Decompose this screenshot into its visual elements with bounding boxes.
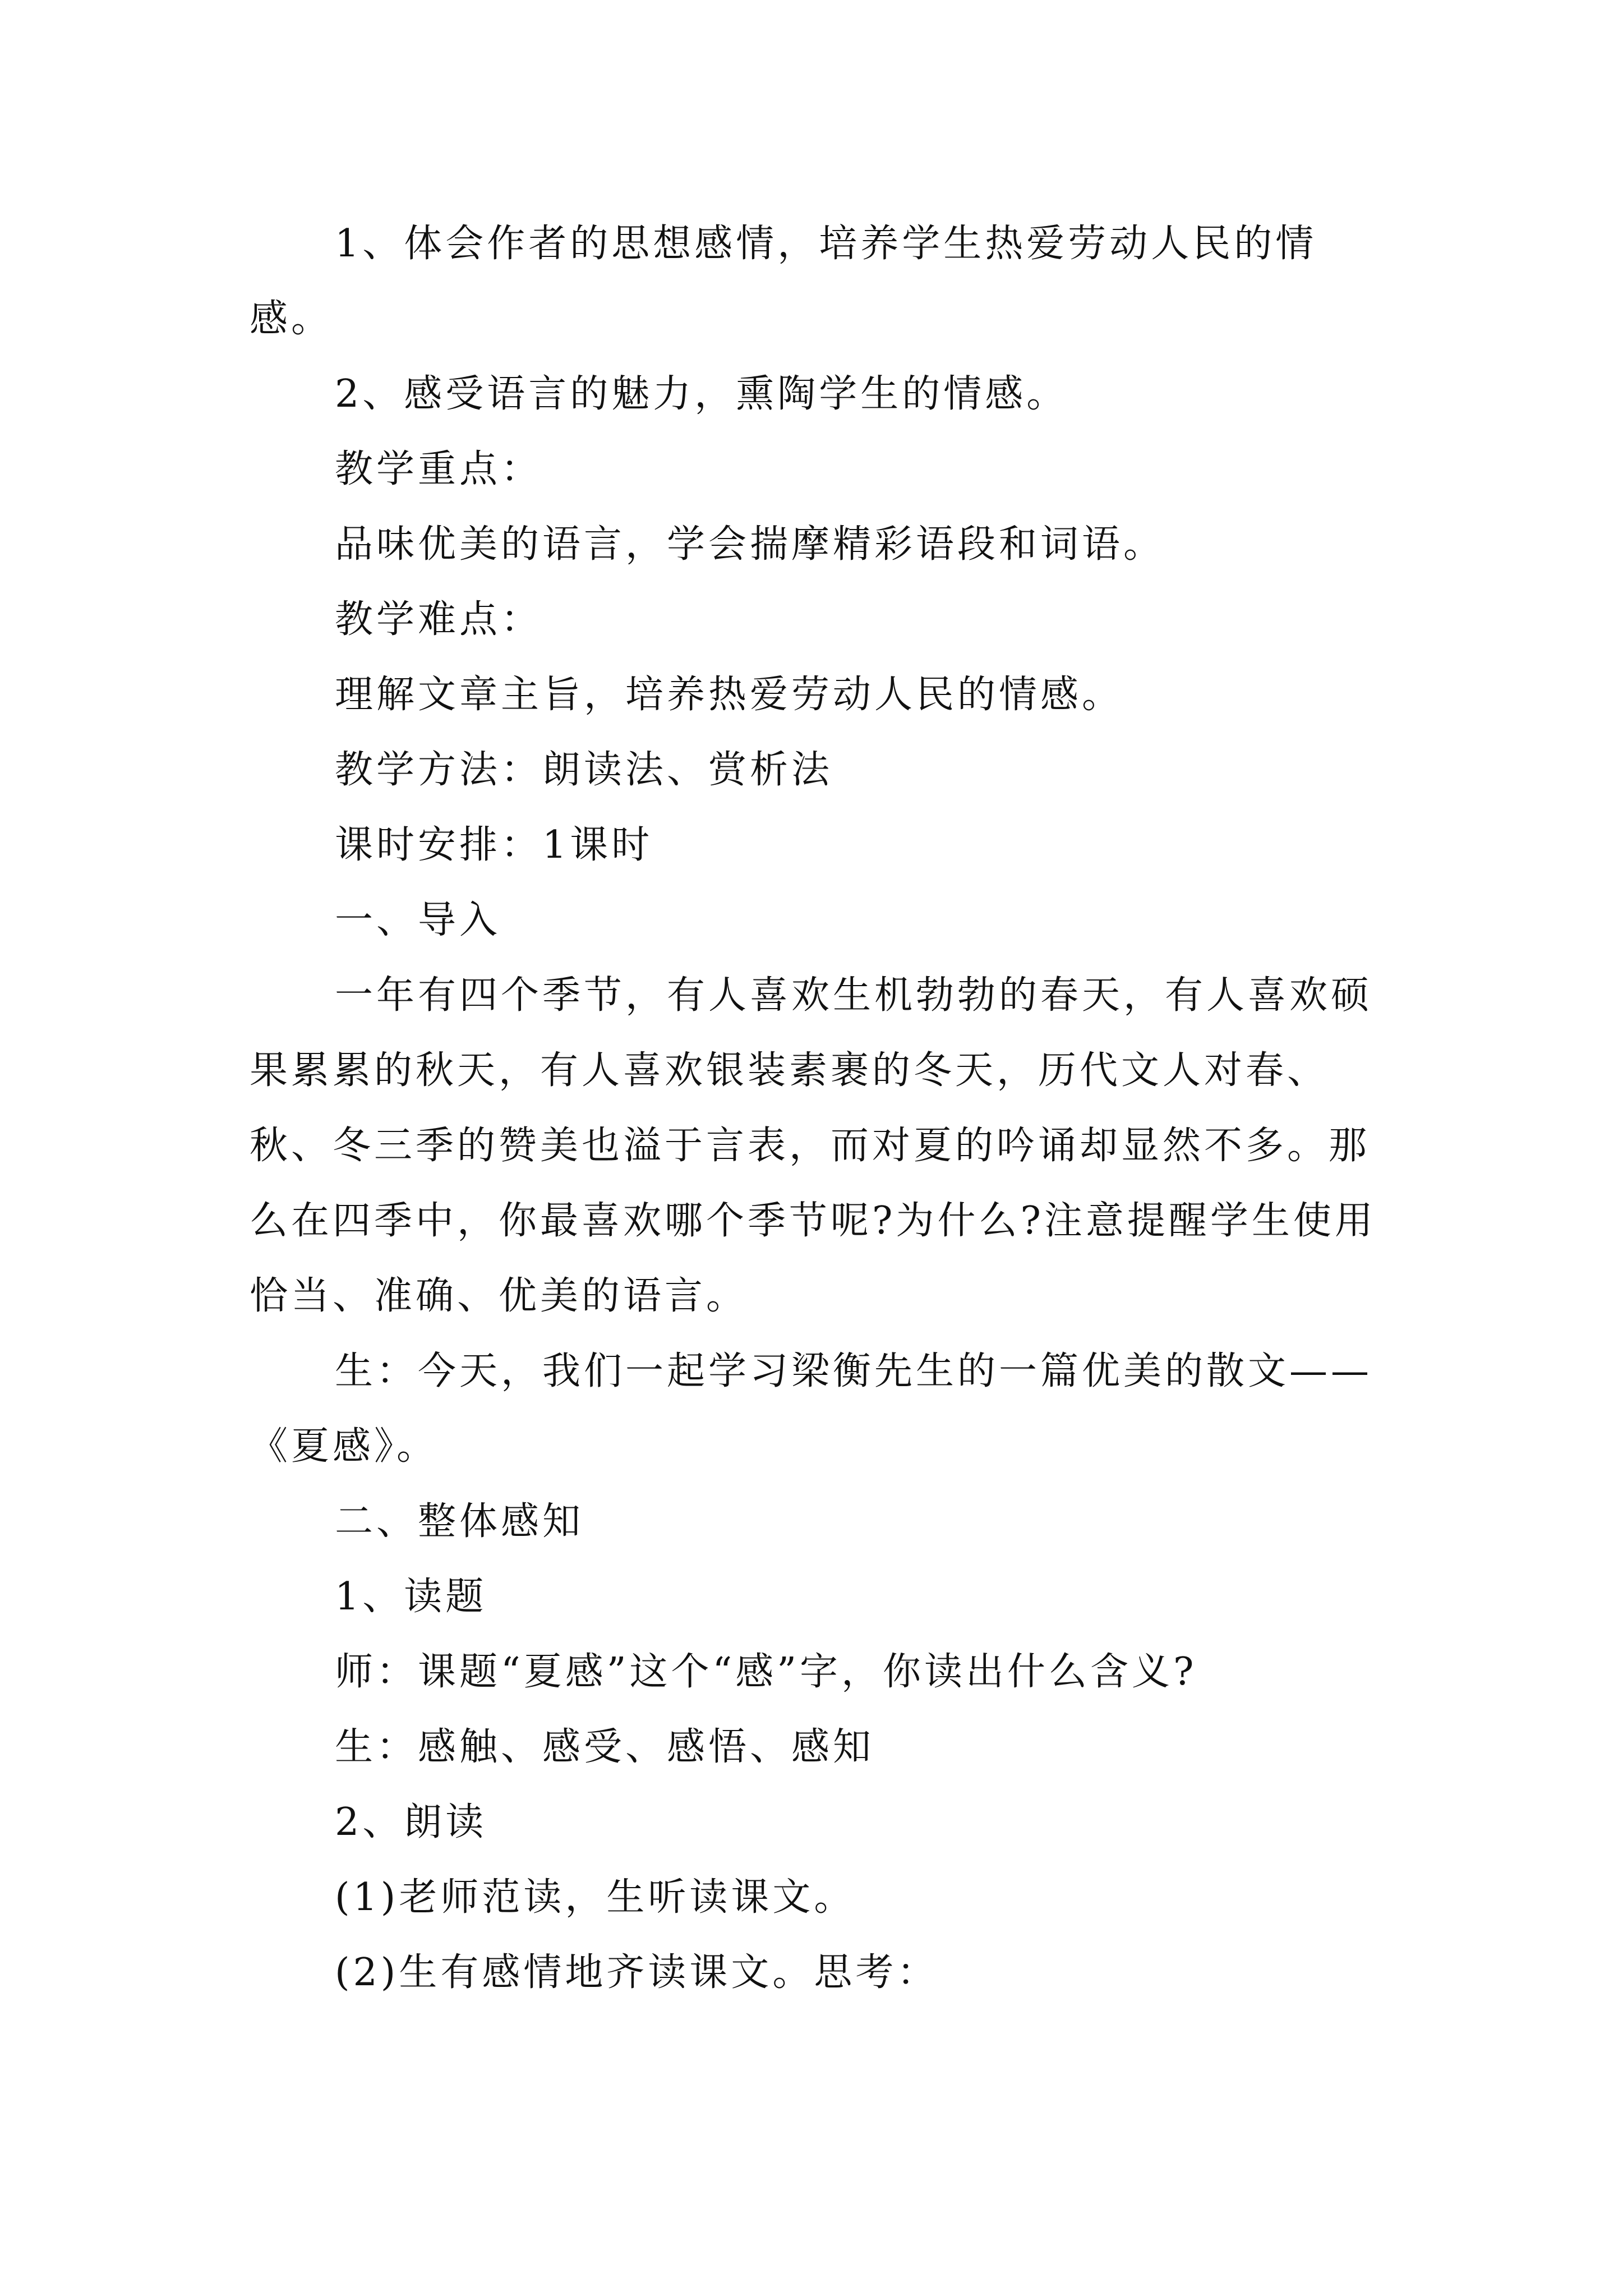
reading-aloud-subheading: 2、朗读 [335, 1800, 487, 1844]
step-2: (2)生有感情地齐读课文。思考： [335, 1950, 939, 1995]
difficulties-text: 理解文章主旨，培养热爱劳动人民的情感。 [335, 673, 1124, 717]
class-schedule: 课时安排：1课时 [335, 823, 653, 867]
student-answer: 生：感触、感受、感悟、感知 [335, 1725, 875, 1769]
introduction-paragraph: 一年有四个季节，有人喜欢生机勃勃的春天，有人喜欢硕果累累的秋天，有人喜欢银装素裹的冬天，历代文人对春、秋、冬三季的赞美也溢于言表，而对夏的吟诵却显然不多。那么在四季中，你最喜欢哪个季节呢?为什么?注意提醒学生使用恰当、准确、优美的语言。 [250, 973, 1376, 1318]
student-dialogue-paragraph: 生：今天，我们一起学习梁衡先生的一篇优美的散文——《夏感》。 [250, 1349, 1373, 1469]
objective-2: 2、感受语言的魅力，熏陶学生的情感。 [335, 372, 1068, 416]
key-points-text: 品味优美的语言，学会揣摩精彩语段和词语。 [335, 522, 1165, 567]
reading-title-subheading: 1、读题 [335, 1575, 487, 1619]
difficulties-heading: 教学难点： [335, 597, 543, 642]
objective-1: 1、体会作者的思想感情，培养学生热爱劳动人民的情感。 [250, 222, 1317, 341]
step-1: (1)老师范读，生听读课文。 [335, 1875, 856, 1920]
key-points-heading: 教学重点： [335, 447, 543, 491]
section-overall-perception-heading: 二、整体感知 [335, 1499, 584, 1544]
teacher-question: 师：课题“夏感”这个“感”字，你读出什么含义? [335, 1650, 1197, 1694]
section-introduction-heading: 一、导入 [335, 898, 501, 942]
teaching-methods: 教学方法：朗读法、赏析法 [335, 748, 833, 792]
